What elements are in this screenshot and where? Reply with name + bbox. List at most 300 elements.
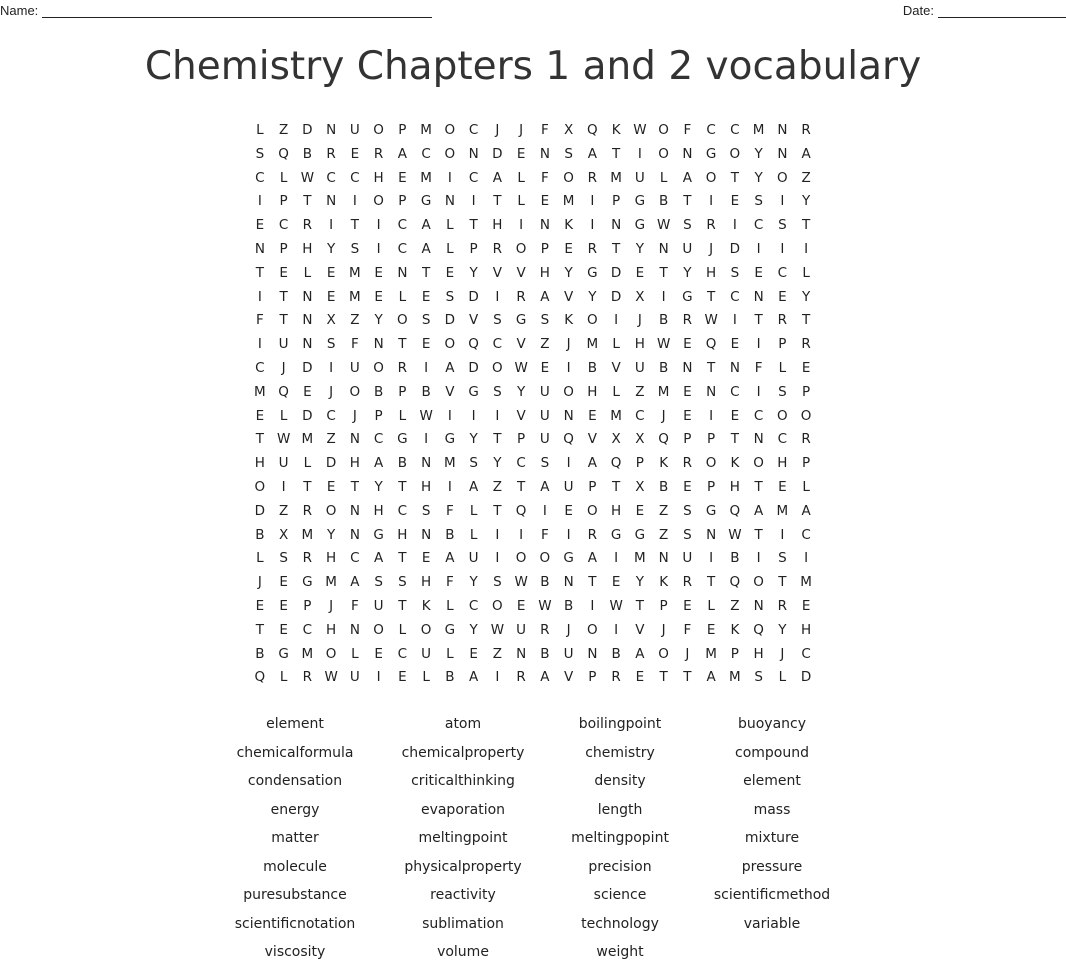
word-list-item: puresubstance [243,887,347,903]
grid-row [248,167,818,191]
grid-letter: J [709,240,714,257]
grid-letter: J [566,621,571,638]
grid-letter: L [279,669,288,686]
grid-letter: W [300,169,315,186]
grid-letter: L [659,169,668,186]
grid-letter: P [398,122,407,138]
grid-letter: R [587,169,598,186]
grid-letter: L [517,169,525,186]
grid-letter: O [777,169,788,186]
grid-letter: O [587,621,598,638]
grid-letter: K [730,621,740,638]
grid-letter: X [635,431,645,448]
grid-letter: O [373,621,384,638]
grid-letter: Q [729,502,741,519]
grid-letter: L [279,169,288,186]
grid-letter: T [493,431,502,448]
grid-letter: B [658,359,669,376]
grid-row [248,143,818,167]
grid-letter: X [611,431,621,448]
grid-letter: A [540,288,550,305]
grid-letter: T [778,574,787,591]
grid-letter: E [255,597,265,614]
grid-letter: I [780,240,785,257]
grid-letter: O [515,240,527,257]
grid-letter: I [804,240,809,257]
grid-letter: I [756,336,761,353]
grid-letter: F [445,574,454,591]
grid-letter: P [588,669,597,686]
grid-letter: W [633,122,647,138]
grid-letter: T [754,312,763,329]
grid-letter: E [421,336,431,353]
grid-letter: L [398,621,407,638]
grid-letter: N [468,145,479,162]
grid-letter: E [303,383,312,400]
grid-letter: L [802,264,810,281]
grid-letter: N [326,122,337,138]
grid-letter: X [279,526,289,543]
grid-letter: S [778,217,787,234]
grid-row [248,571,818,595]
grid-row [248,214,818,238]
grid-letter: O [515,550,527,567]
grid-letter: E [683,383,692,400]
grid-letter: T [612,145,621,162]
grid-letter: L [612,383,620,400]
grid-letter: M [420,122,432,138]
grid-letter: R [706,217,716,234]
grid-letter: N [302,336,313,353]
grid-letter: C [326,169,336,186]
grid-letter: I [257,336,262,353]
word-list-item: element [743,773,801,789]
name-field[interactable] [0,3,432,18]
grid-letter: P [398,193,407,210]
grid-letter: U [634,169,645,186]
grid-letter: U [278,455,289,472]
grid-letter: T [279,288,288,305]
grid-letter: C [421,145,431,162]
grid-letter: N [753,288,764,305]
grid-letter: T [730,431,739,448]
grid-letter: T [398,550,407,567]
grid-letter: R [516,288,526,305]
grid-letter: O [658,645,669,662]
grid-letter: W [514,574,528,591]
grid-letter: E [374,264,383,281]
grid-letter: C [730,122,740,138]
grid-letter: C [397,502,408,519]
grid-letter: I [614,550,619,567]
grid-letter: F [540,169,549,186]
grid-row [248,547,818,571]
grid-letter: H [634,336,645,353]
grid-letter: B [373,383,384,400]
grid-letter: I [471,193,476,210]
grid-letter: I [495,550,500,567]
grid-letter: R [302,550,313,567]
grid-letter: U [539,407,550,424]
grid-letter: Q [610,455,622,472]
grid-letter: E [255,217,265,234]
grid-letter: T [802,217,811,234]
grid-letter: E [730,407,740,424]
word-list-item: buoyancy [737,716,807,732]
word-list-item: condensation [247,773,343,789]
grid-letter: J [495,122,500,138]
grid-letter: F [754,359,763,376]
grid-letter: E [279,264,288,281]
grid-letter: C [350,550,360,567]
word-search-grid [248,119,818,690]
grid-letter: R [587,526,598,543]
grid-letter: Z [326,431,336,448]
grid-letter: R [682,312,693,329]
grid-letter: R [587,240,598,257]
grid-letter: K [564,312,574,329]
grid-letter: I [495,288,500,305]
word-list-item: meltingpopint [571,830,669,846]
grid-letter: Z [279,122,289,138]
grid-letter: R [801,122,811,138]
grid-letter: Q [705,336,717,353]
grid-letter: N [777,145,788,162]
grid-letter: N [587,645,598,662]
grid-letter: C [492,336,503,353]
grid-letter: V [587,431,597,448]
grid-letter: E [730,336,740,353]
word-list-item: mixture [744,830,800,846]
grid-letter: A [374,550,384,567]
grid-letter: J [519,122,524,138]
word-list-item: volume [437,944,489,960]
grid-letter: O [587,502,598,519]
grid-letter: N [349,502,360,519]
grid-letter: I [614,621,619,638]
grid-letter: P [730,645,739,662]
word-list-item: mass [753,801,791,818]
grid-letter: V [516,264,526,281]
grid-letter: O [349,383,361,400]
grid-letter: N [777,122,788,138]
grid-letter: C [753,217,764,234]
grid-letter: W [609,597,623,614]
grid-letter: G [563,550,574,567]
grid-letter: F [540,122,549,138]
grid-letter: U [468,550,479,567]
grid-letter: I [447,169,452,186]
grid-letter: T [255,431,264,448]
word-list-item: technology [581,915,659,932]
grid-letter: V [635,621,645,638]
grid-letter: E [374,645,383,662]
grid-letter: L [256,550,264,567]
grid-letter: L [802,478,810,495]
grid-letter: R [777,597,788,614]
word-list-item: energy [270,801,320,818]
grid-row [248,452,818,476]
grid-letter: O [800,407,812,424]
grid-letter: Y [683,264,692,281]
grid-letter: C [397,645,408,662]
grid-letter: J [329,597,334,614]
grid-letter: W [704,312,718,329]
grid-letter: N [658,240,669,257]
grid-letter: H [326,621,337,638]
grid-letter: O [563,169,574,186]
grid-row [248,309,818,333]
grid-letter: Y [588,288,597,305]
grid-letter: T [659,264,668,281]
grid-letter: E [516,597,526,614]
grid-letter: Z [492,645,502,662]
grid-letter: E [683,407,692,424]
grid-letter: E [279,621,288,638]
grid-letter: I [780,526,785,543]
grid-letter: A [801,145,811,162]
grid-letter: M [562,193,575,210]
grid-letter: N [302,312,313,329]
grid-letter: Q [515,502,527,519]
grid-letter: O [325,645,337,662]
grid-letter: P [802,383,811,400]
word-list-item: weight [596,944,644,960]
grid-letter: N [706,526,717,543]
grid-letter: S [778,383,787,400]
grid-letter: H [587,383,598,400]
grid-letter: O [420,621,432,638]
grid-letter: B [658,478,669,495]
grid-letter: E [778,288,787,305]
grid-letter: H [706,264,717,281]
grid-letter: P [778,336,787,353]
grid-letter: G [444,431,456,448]
grid-letter: S [540,455,550,472]
grid-letter: T [422,264,431,281]
grid-letter: J [637,312,642,329]
grid-letter: Y [802,288,811,305]
grid-letter: Y [635,574,644,591]
grid-letter: W [656,336,671,353]
grid-letter: E [350,145,360,162]
grid-letter: B [255,645,265,662]
date-field[interactable] [903,3,1066,18]
grid-letter: I [590,597,595,614]
word-list-item: meltingpoint [418,830,508,846]
grid-letter: A [540,478,550,495]
grid-letter: O [777,407,788,424]
word-list-item: reactivity [430,887,496,903]
grid-letter: O [325,502,337,519]
grid-letter: R [540,621,550,638]
grid-letter: O [254,478,266,495]
grid-letter: C [468,169,479,186]
grid-letter: H [539,264,550,281]
grid-letter: X [564,122,574,138]
word-list-item: scientificmethod [713,887,831,903]
grid-letter: A [587,145,597,162]
page-title: Chemistry Chapters 1 and 2 vocabulary [144,44,922,89]
grid-letter: N [444,193,455,210]
grid-letter: L [351,645,359,662]
grid-letter: W [490,621,505,638]
grid-letter: E [683,597,692,614]
word-list-item: chemicalformula [236,744,354,761]
grid-row [248,643,818,667]
grid-letter: Y [754,145,763,162]
grid-letter: K [659,455,669,472]
grid-letter: W [538,597,552,614]
grid-row [248,619,818,643]
grid-letter: U [563,645,574,662]
grid-letter: I [709,407,714,424]
grid-letter: A [421,240,431,257]
grid-letter: O [397,312,408,329]
grid-letter: C [302,621,313,638]
grid-letter: D [610,264,622,281]
grid-letter: C [468,122,479,138]
grid-letter: R [302,669,313,686]
grid-letter: Q [278,145,289,162]
grid-letter: T [279,312,288,329]
grid-letter: T [398,597,407,614]
grid-letter: Q [658,431,669,448]
grid-letter: Q [563,431,574,448]
grid-letter: A [706,669,716,686]
grid-letter: C [326,407,336,424]
grid-letter: V [469,312,479,329]
grid-letter: L [446,240,454,257]
grid-letter: U [563,478,574,495]
grid-row [248,476,818,500]
grid-letter: O [373,122,384,138]
grid-letter: H [397,526,408,543]
grid-letter: I [590,193,595,210]
grid-letter: D [302,359,313,376]
grid-letter: H [421,574,432,591]
grid-letter: L [469,526,478,543]
grid-letter: E [564,240,573,257]
grid-letter: F [350,597,359,614]
name-blank-line[interactable] [42,4,432,18]
grid-letter: Z [540,336,550,353]
grid-letter: L [398,288,407,305]
word-list-item: pressure [741,858,803,875]
word-list-item: density [594,773,646,789]
grid-letter: U [634,359,645,376]
grid-letter: A [421,217,431,234]
grid-letter: P [683,431,692,448]
grid-letter: G [587,264,598,281]
grid-letter: S [683,217,692,234]
grid-letter: Z [350,312,360,329]
grid-letter: P [588,478,597,495]
grid-letter: S [493,312,502,329]
grid-letter: G [373,526,384,543]
grid-letter: W [324,669,338,686]
word-list-item: variable [743,915,801,932]
grid-letter: G [610,526,622,543]
grid-letter: P [707,431,716,448]
grid-letter: I [732,312,737,329]
grid-letter: Y [469,431,478,448]
grid-letter: T [612,240,621,257]
grid-letter: Y [564,264,573,281]
grid-letter: D [444,312,456,329]
grid-letter: I [352,193,357,210]
grid-letter: T [635,597,644,614]
grid-letter: Y [327,526,336,543]
grid-letter: Q [753,621,764,638]
grid-letter: Z [635,383,645,400]
grid-letter: L [446,597,454,614]
grid-letter: X [326,312,336,329]
grid-letter: D [302,122,313,138]
grid-letter: F [683,621,692,638]
grid-letter: H [349,455,360,472]
grid-letter: E [635,264,645,281]
grid-letter: E [683,336,692,353]
grid-letter: C [777,264,788,281]
date-blank-line[interactable] [938,4,1066,18]
grid-row [248,500,818,524]
grid-letter: R [326,145,336,162]
grid-letter: O [444,336,456,353]
grid-letter: H [254,455,265,472]
grid-letter: B [563,597,574,614]
grid-letter: C [397,240,408,257]
word-list-item: molecule [263,858,327,875]
grid-letter: C [373,431,384,448]
grid-letter: I [329,217,334,234]
grid-letter: J [685,645,690,662]
grid-letter: E [611,574,621,591]
grid-letter: G [278,645,289,662]
grid-letter: E [754,264,763,281]
grid-row [248,262,818,286]
grid-letter: A [587,455,597,472]
grid-letter: N [349,526,360,543]
grid-letter: N [682,359,693,376]
grid-letter: B [421,383,431,400]
grid-row [248,405,818,429]
grid-letter: G [682,288,693,305]
grid-letter: V [516,336,526,353]
grid-letter: U [516,621,527,638]
grid-letter: M [301,645,314,662]
grid-letter: I [780,193,785,210]
word-list-item: boilingpoint [578,716,662,732]
grid-letter: P [398,383,407,400]
grid-letter: I [732,217,737,234]
grid-letter: E [398,669,407,686]
grid-letter: A [682,169,692,186]
grid-letter: A [801,502,811,519]
grid-letter: C [255,359,265,376]
grid-letter: S [445,288,455,305]
grid-letter: O [492,597,503,614]
grid-letter: E [706,621,716,638]
word-list-item: length [597,801,643,818]
grid-letter: K [611,122,621,138]
word-list-item: evaporation [420,801,506,818]
word-list-item: precision [588,858,652,875]
grid-letter: E [326,264,336,281]
grid-letter: B [540,645,550,662]
grid-letter: S [683,502,692,519]
grid-letter: U [539,431,550,448]
